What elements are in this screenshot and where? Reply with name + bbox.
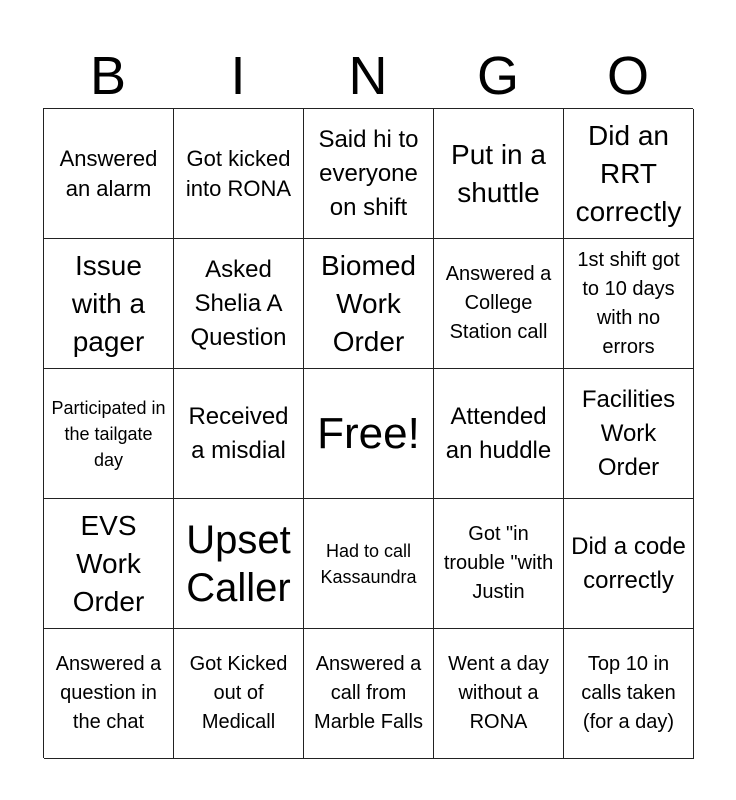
bingo-cell[interactable]: Got kicked into RONA [174,109,304,239]
header-letter-i: I [230,46,246,106]
header-letter-o: O [606,46,649,106]
bingo-cell[interactable]: Attended an huddle [434,369,564,499]
header-letter-g: G [476,46,519,106]
bingo-cell[interactable]: Put in a shuttle [434,109,564,239]
bingo-cell[interactable]: Received a misdial [174,369,304,499]
free-space-cell[interactable]: Free! [304,369,434,499]
bingo-cell[interactable]: Got "in trouble "with Justin [434,499,564,629]
bingo-cell[interactable]: Answered a call from Marble Falls [304,629,434,759]
bingo-cell[interactable]: Answered a College Station call [434,239,564,369]
bingo-cell[interactable]: Did a code correctly [564,499,694,629]
bingo-cell[interactable]: Answered a question in the chat [44,629,174,759]
bingo-cell[interactable]: 1st shift got to 10 days with no errors [564,239,694,369]
bingo-cell[interactable]: Upset Caller [174,499,304,629]
bingo-cell[interactable]: EVS Work Order [44,499,174,629]
bingo-header [43,46,693,106]
header-letter-n: N [348,46,388,106]
bingo-cell[interactable]: Did an RRT correctly [564,109,694,239]
bingo-cell[interactable]: Had to call Kassaundra [304,499,434,629]
bingo-cell[interactable]: Facilities Work Order [564,369,694,499]
bingo-grid [43,108,693,758]
bingo-cell[interactable]: Went a day without a RONA [434,629,564,759]
bingo-cell[interactable]: Got Kicked out of Medicall [174,629,304,759]
bingo-cell[interactable]: Top 10 in calls taken (for a day) [564,629,694,759]
header-letter-b: B [89,46,127,106]
bingo-cell[interactable]: Biomed Work Order [304,239,434,369]
bingo-cell[interactable]: Participated in the tailgate day [44,369,174,499]
bingo-cell[interactable]: Issue with a pager [44,239,174,369]
bingo-cell[interactable]: Answered an alarm [44,109,174,239]
bingo-cell[interactable]: Asked Shelia A Question [174,239,304,369]
bingo-cell[interactable]: Said hi to everyone on shift [304,109,434,239]
